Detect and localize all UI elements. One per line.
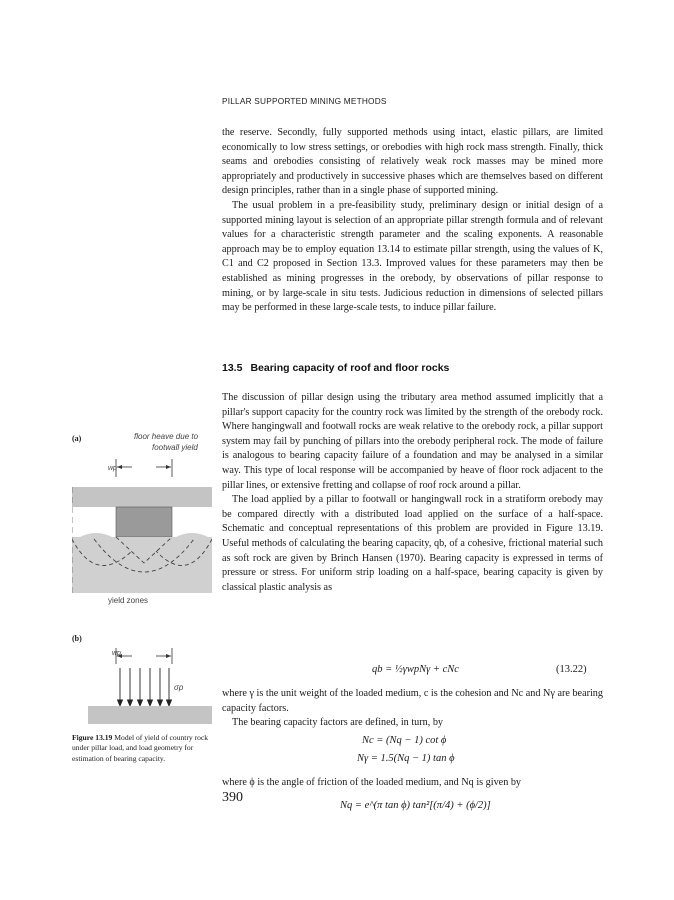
equation-13-22: qb = ½γwpNγ + cNc [372, 664, 459, 675]
heave-label-line2: footwall yield [152, 443, 198, 452]
yield-zones-label: yield zones [108, 596, 149, 605]
body-column-bottom [222, 687, 603, 731]
sigma-p-label: σp [174, 683, 184, 692]
paragraph: The load applied by a pillar to footwall or hangingwall rock in a stratiform orebody may be compared directly with a distributed load applied on the surface of a half-space. Schematic and conceptual representations of this problem are provided in Figure 13.19. Useful methods of calculating the bearing capacity, qb, of a cohesive, frictional material such as soft rock are given by Brinch Hansen (1970). Bearing capacity is expressed in terms of pressure or stress. For uniform strip loading on a half-space, bearing capacity is given by classical plastic analysis as [222, 494, 603, 593]
paragraph: where γ is the unit weight of the loaded medium, c is the cohesion and Nc and Nγ are bearing capacity factors. [222, 688, 603, 714]
caption-label: Figure 13.19 [72, 733, 113, 742]
equation-ngamma: Nγ = 1.5(Nq − 1) tan ϕ [357, 753, 455, 764]
paragraph: The usual problem in a pre-feasibility study, preliminary design or initial design of a supported mining layout is selection of an appropriate pillar strength formula and of relevant values for a characteristic strength parameter and the scaling exponents. A reasonable approach may be to employ equation 13.14 to estimate pillar strength, using the values of K, C1 and C2 proposed in Section 13.3. Improved values for these parameters may then be established as mining progresses in the orebody, by observations of pillar response to mining, or by large-scale in situ tests. Judicious reduction in dimensions of selected pillars may be performed in these large-scale tests, to induce pillar failure. [222, 199, 603, 314]
section-heading [222, 362, 449, 374]
figure-b-diagram [72, 646, 212, 746]
wp-label-b: wp [112, 650, 121, 657]
heave-label-line1: floor heave due to [134, 432, 199, 441]
wp-label-a: wp [108, 465, 117, 472]
equation-nq: Nq = e^(π tan ϕ) tan²[(π/4) + (ϕ/2)] [340, 800, 491, 811]
paragraph: the reserve. Secondly, fully supported methods using intact, elastic pillars, are limited economically to low stress settings, or orebodies with high rock mass strength. Finally, thick seams and orebodies consisting of relatively weak rock masses may be mined more appropriately and productively in successive phases which are themselves based on different design principles, rather than in a single phase of supported mining. [222, 127, 603, 197]
body-column-top [222, 126, 603, 316]
equation-number: (13.22) [556, 664, 587, 675]
section-number: 13.5 [222, 362, 243, 374]
paragraph: The discussion of pillar design using the tributary area method assumed implicitly that a pillar's support capacity for the country rock was limited by the strength of the orebody rock. Where hangingwall and footwall rocks are weak relative to the orebody rock, a pillar support system may fail by punching of pillars into the orebody peripheral rock. The mode of failure is analogous to bearing capacity failure of a foundation and may be analysed in a similar way. This type of local response will be accompanied by heave of floor rock adjacent to the pillar lines, or extensive fretting and collapse of roof rock around a pillar. [222, 392, 603, 491]
figure-label-b: (b) [72, 634, 82, 643]
figure-label-a: (a) [72, 434, 82, 443]
figure-a-diagram [72, 455, 212, 600]
section-title: Bearing capacity of roof and floor rocks [250, 362, 450, 374]
paragraph: where ϕ is the angle of friction of the loaded medium, and Nq is given by [222, 777, 522, 788]
figure-caption [72, 733, 212, 764]
body-column-end [222, 776, 603, 791]
equation-nc: Nc = (Nq − 1) cot ϕ [362, 735, 447, 746]
caption-text: Model of yield of country rock under pillar load, and load geometry for estimation of bearing capacity. [72, 733, 209, 763]
page-number: 390 [222, 790, 243, 805]
paragraph: The bearing capacity factors are defined, in turn, by [232, 717, 444, 729]
running-head: PILLAR SUPPORTED MINING METHODS [222, 96, 387, 106]
body-column-section [222, 391, 603, 595]
